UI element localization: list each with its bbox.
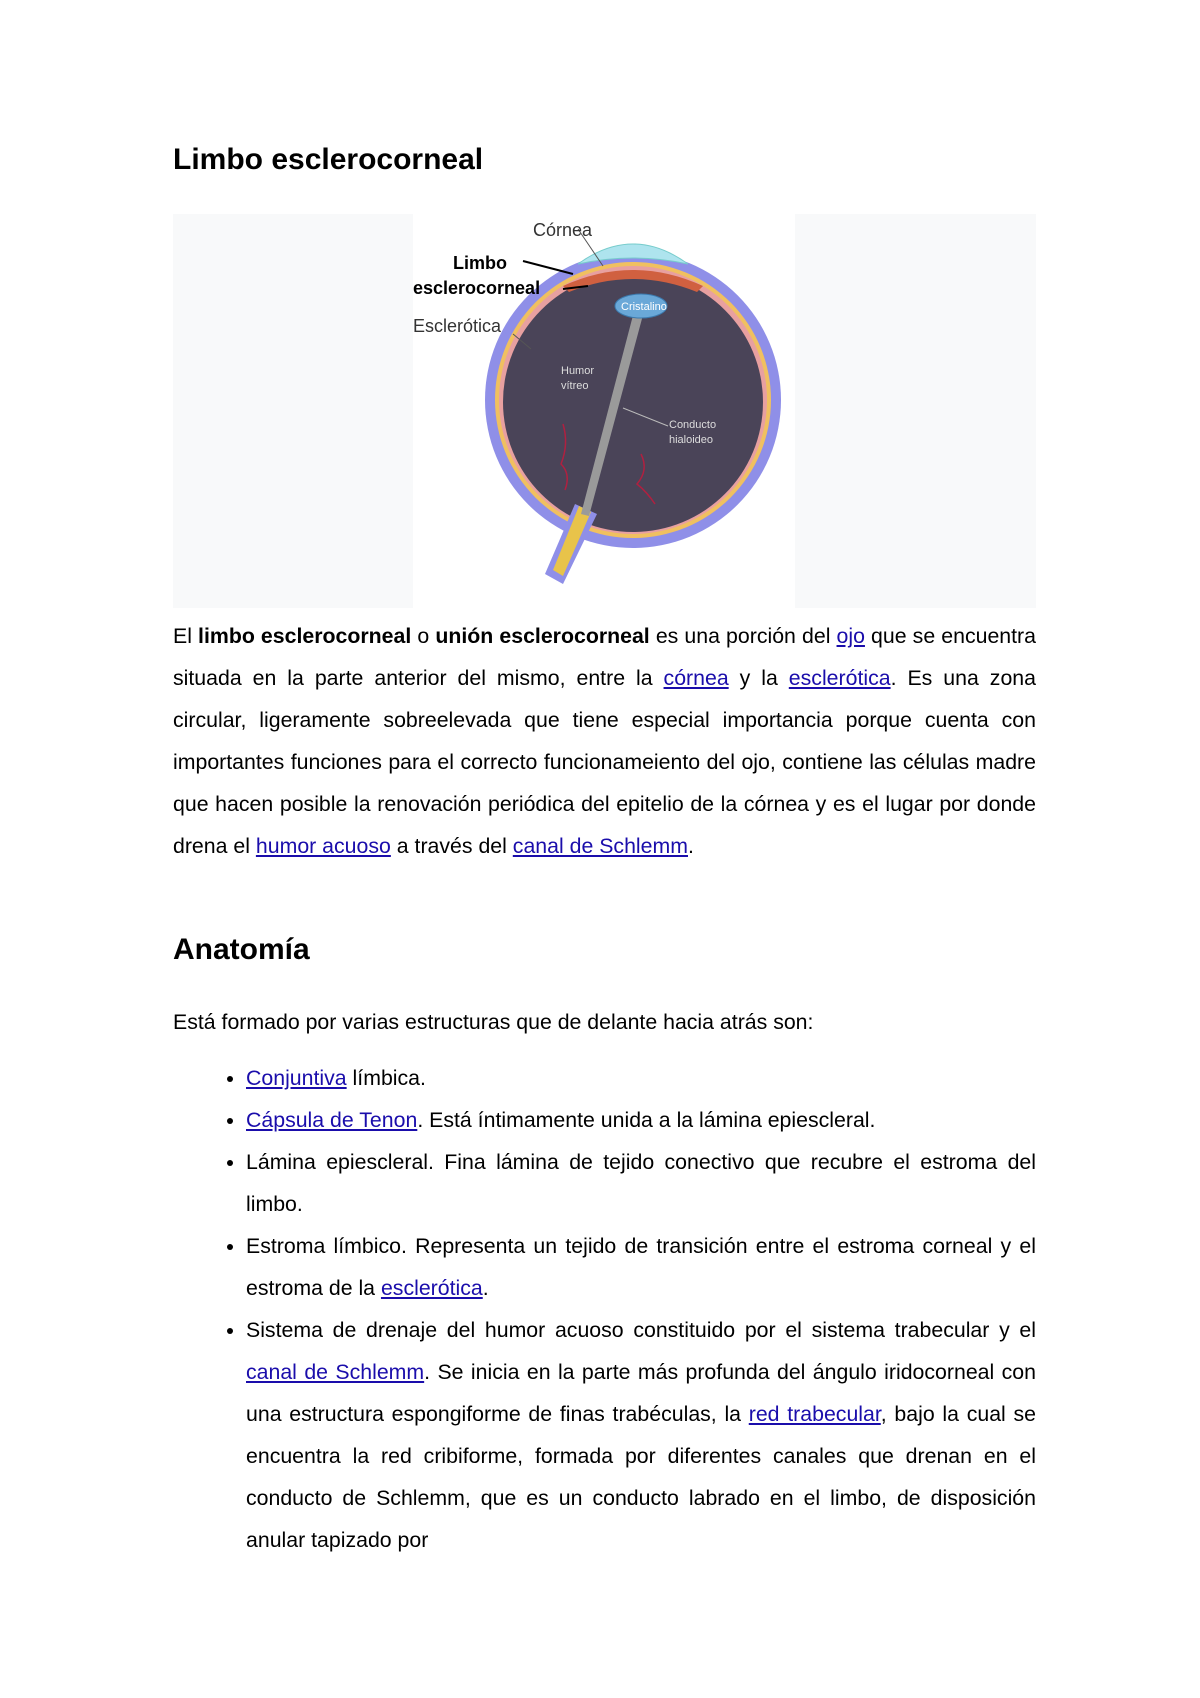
link-conjuntiva[interactable]: Conjuntiva: [246, 1066, 347, 1090]
intro-text: .: [688, 834, 694, 858]
link-red-trabecular[interactable]: red trabecular: [748, 1402, 881, 1426]
intro-text: a través del: [390, 834, 513, 858]
figure-container: [173, 214, 1036, 608]
label-limbo-line1: Limbo: [453, 253, 507, 273]
label-esclerotica: Esclerótica: [413, 316, 502, 336]
list-item-text: , bajo la cual se encuentra la red cribiforme, formada por diferentes canales que drenan en el conducto de Schlemm, que es un conducto labrado en el limbo, de disposición anular tapizado por: [246, 1402, 1036, 1552]
intro-text: que se encuentra situada en la parte anterior del mismo, entre la: [173, 624, 1036, 690]
link-canal-de-schlemm[interactable]: canal de Schlemm: [246, 1360, 425, 1384]
link-cornea[interactable]: córnea: [663, 666, 729, 690]
list-item: [246, 1141, 1036, 1225]
intro-bold-term: limbo esclerocorneal: [198, 624, 412, 648]
page-title: Limbo esclerocorneal: [173, 143, 484, 176]
eye-diagram-svg: [413, 214, 795, 608]
intro-text: es una porción del: [649, 624, 837, 648]
intro-text: El: [173, 624, 199, 648]
structures-list: [173, 1057, 1036, 1561]
intro-bold-term: unión esclerocorneal: [435, 624, 650, 648]
link-ojo[interactable]: ojo: [836, 624, 865, 648]
eye-diagram: [413, 214, 795, 608]
list-item-text: . Se inicia en la parte más profunda del ángulo iridocorneal con una estructura espongiforme de finas trabéculas, la: [246, 1360, 1036, 1426]
list-item-text: . Está íntimamente unida a la lámina epiescleral.: [417, 1108, 876, 1132]
link-capsula-de-tenon[interactable]: Cápsula de Tenon: [246, 1108, 418, 1132]
link-canal-de-schlemm[interactable]: canal de Schlemm: [512, 834, 688, 858]
link-humor-acuoso[interactable]: humor acuoso: [255, 834, 391, 858]
label-limbo-line2: esclerocorneal: [413, 278, 541, 298]
link-esclerotica[interactable]: esclerótica: [788, 666, 891, 690]
intro-text: . Es una zona circular, ligeramente sobreelevada que tiene especial importancia porque cuenta con importantes funciones para el correcto funcionameiento del ojo, contiene las células madre que hacen posible la renovación periódica del epitelio de la córnea y es el lugar por donde drena el: [173, 666, 1036, 858]
label-humor-line1: Humor: [561, 365, 595, 377]
section-lead: Está formado por varias estructuras que de delante hacia atrás son:: [173, 1010, 814, 1034]
intro-text: y la: [728, 666, 789, 690]
list-item-text: Estroma límbico. Representa un tejido de transición entre el estroma corneal y el estroma de la: [246, 1234, 1036, 1300]
list-item-text: .: [482, 1276, 489, 1300]
label-conducto-line1: Conducto: [669, 419, 717, 431]
intro-paragraph: [173, 615, 1036, 867]
label-conducto-line2: hialoideo: [669, 434, 714, 446]
list-item: [246, 1057, 1036, 1099]
list-item: [246, 1309, 1036, 1561]
list-item-text: límbica.: [346, 1066, 426, 1090]
label-cristalino: Cristalino: [621, 301, 667, 313]
list-item-text: Lámina epiescleral. Fina lámina de tejido conectivo que recubre el estroma del limbo.: [246, 1150, 1036, 1216]
leader-line: [523, 261, 573, 274]
section-heading: Anatomía: [173, 933, 310, 966]
list-item: [246, 1099, 1036, 1141]
label-humor-line2: vítreo: [561, 380, 589, 392]
list-item: [246, 1225, 1036, 1309]
label-cornea: Córnea: [533, 220, 593, 240]
link-esclerotica[interactable]: esclerótica: [380, 1276, 483, 1300]
list-item-text: Sistema de drenaje del humor acuoso constituido por el sistema trabecular y el: [246, 1318, 1036, 1342]
intro-text: o: [411, 624, 436, 648]
